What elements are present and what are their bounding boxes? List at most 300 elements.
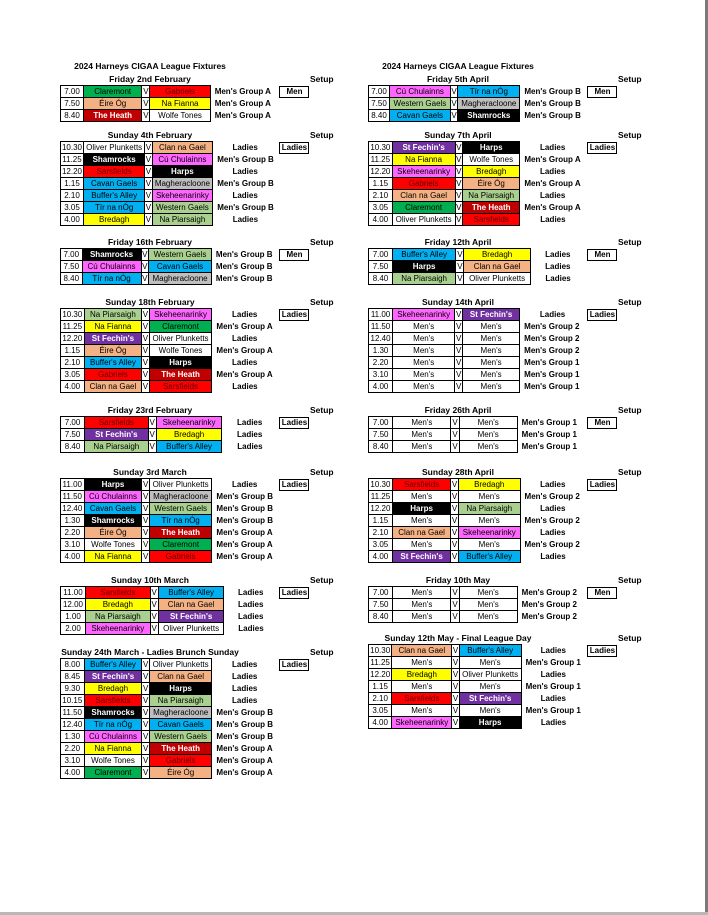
fixture-group: Men's Group 1 xyxy=(525,658,581,667)
fixture-group: Men's Group B xyxy=(215,262,273,271)
fixture-time: 10.30 xyxy=(370,646,391,655)
setup-cell xyxy=(277,381,309,393)
fixture-group: Men's Group 2 xyxy=(521,612,577,621)
home-team: Men's xyxy=(393,587,451,599)
fixture-row xyxy=(61,166,310,178)
fixture-group: Men's Group B xyxy=(217,203,274,212)
home-team: Cavan Gaels xyxy=(84,178,145,190)
setup-value: Ladies xyxy=(279,587,309,599)
away-team: Buffer's Alley xyxy=(458,551,520,563)
fixture-row xyxy=(61,190,310,202)
fixture-time: 2.10 xyxy=(369,693,392,705)
fixture-time: 11.00 xyxy=(61,587,86,599)
setup-cell xyxy=(585,249,617,261)
away-team: Oliver Plunketts xyxy=(459,669,521,681)
fixture-group: Men's Group A xyxy=(214,111,271,120)
away-team: Buffer's Alley xyxy=(158,587,224,599)
versus-marker: V xyxy=(452,430,458,439)
home-team: St Fechin's xyxy=(84,333,142,345)
fixture-group: Men's Group A xyxy=(214,87,271,96)
fixture-day-block xyxy=(60,646,334,779)
fixture-row xyxy=(61,767,310,779)
setup-cell xyxy=(277,86,309,98)
fixture-group: Men's Group A xyxy=(216,552,273,561)
home-team: Na Piarsaigh xyxy=(86,611,151,623)
versus-marker: V xyxy=(142,346,149,355)
away-team: Men's xyxy=(458,515,520,527)
away-team: Buffer's Alley xyxy=(459,645,521,657)
versus-marker: V xyxy=(142,262,148,271)
away-team: Western Gaels xyxy=(149,503,212,515)
fixture-time: 3.05 xyxy=(369,539,393,551)
versus-marker: V xyxy=(456,382,462,391)
day-title: Friday 10th May xyxy=(425,575,491,585)
fixture-time: 8.40 xyxy=(369,110,390,122)
fixture-row xyxy=(369,142,618,154)
fixture-group: Men's Group 2 xyxy=(521,600,577,609)
away-team: Men's xyxy=(463,333,520,345)
fixture-row xyxy=(369,429,618,441)
versus-marker: V xyxy=(457,274,463,283)
setup-cell xyxy=(585,479,617,491)
away-team: Bredagh xyxy=(463,166,520,178)
fixture-table xyxy=(368,248,618,285)
fixture-time: 7.50 xyxy=(369,599,393,611)
fixture-time: 11.25 xyxy=(369,491,393,503)
fixture-time: 1.15 xyxy=(61,345,85,357)
document-title: 2024 Harneys CIGAA League Fixtures xyxy=(74,61,226,71)
setup-cell xyxy=(585,110,617,122)
home-team: The Heath xyxy=(84,110,142,122)
versus-marker: V xyxy=(151,612,157,621)
fixture-group: Ladies xyxy=(238,624,264,633)
fixture-row xyxy=(369,539,618,551)
home-team: Claremont xyxy=(84,767,142,779)
setup-cell xyxy=(277,743,309,755)
versus-marker: V xyxy=(145,179,152,188)
home-team: Men's xyxy=(392,705,452,717)
away-team: Skeheenarinky xyxy=(152,190,213,202)
home-team: Men's xyxy=(393,333,455,345)
away-team: Western Gaels xyxy=(152,202,213,214)
setup-cell xyxy=(585,503,617,515)
fixture-day-block xyxy=(368,236,642,285)
setup-cell xyxy=(585,214,617,226)
setup-cell xyxy=(277,695,309,707)
fixture-table xyxy=(60,308,310,393)
setup-cell xyxy=(585,681,617,693)
fixture-time: 7.00 xyxy=(61,249,83,261)
home-team: Harps xyxy=(392,261,455,273)
setup-cell xyxy=(277,441,309,453)
fixture-row xyxy=(369,333,618,345)
fixture-row xyxy=(61,98,310,110)
versus-marker: V xyxy=(452,588,458,597)
home-team: Na Fianna xyxy=(84,321,142,333)
fixture-group: Men's Group 2 xyxy=(524,492,580,501)
day-header xyxy=(60,73,334,85)
home-team: Éire Óg xyxy=(84,527,142,539)
setup-cell xyxy=(277,611,309,623)
setup-label: Setup xyxy=(618,575,642,585)
away-team: Clan na Gael xyxy=(464,261,530,273)
day-header xyxy=(60,646,334,658)
setup-cell xyxy=(277,683,309,695)
versus-marker: V xyxy=(145,167,152,176)
versus-marker: V xyxy=(142,528,149,537)
home-team: Men's xyxy=(392,681,452,693)
fixture-table xyxy=(60,85,310,122)
away-team: Wolfe Tones xyxy=(149,345,212,357)
away-team: Buffer's Alley xyxy=(156,441,222,453)
versus-marker: V xyxy=(451,516,458,525)
away-team: Men's xyxy=(463,357,520,369)
home-team: Bredagh xyxy=(392,669,452,681)
setup-cell xyxy=(585,98,617,110)
fixture-time: 1.00 xyxy=(61,611,86,623)
fixture-time: 1.30 xyxy=(61,515,85,527)
fixture-time: 2.10 xyxy=(61,190,84,202)
setup-value: Men xyxy=(587,86,617,98)
setup-label: Setup xyxy=(618,130,642,140)
home-team: Men's xyxy=(393,417,451,429)
fixture-row xyxy=(369,190,618,202)
versus-marker: V xyxy=(142,504,149,513)
setup-cell xyxy=(277,503,309,515)
home-team: Na Fianna xyxy=(84,743,142,755)
setup-cell xyxy=(585,86,617,98)
home-team: Sarsfields xyxy=(84,695,142,707)
away-team: Magheracloone xyxy=(152,178,213,190)
fixture-time: 11.25 xyxy=(62,155,82,164)
fixture-day-block xyxy=(368,466,642,563)
fixture-time: 8.40 xyxy=(369,273,393,285)
fixture-time: 11.50 xyxy=(369,321,393,333)
versus-marker: V xyxy=(142,768,149,777)
away-team: Bredagh xyxy=(156,429,222,441)
versus-marker: V xyxy=(142,382,149,391)
setup-cell xyxy=(585,309,617,321)
versus-marker: V xyxy=(142,492,149,501)
right-fixture-column xyxy=(368,60,642,729)
day-title: Friday 23rd February xyxy=(107,405,193,415)
setup-value: Ladies xyxy=(587,309,617,321)
fixture-time: 11.25 xyxy=(61,321,85,333)
versus-marker: V xyxy=(143,111,149,120)
day-header xyxy=(60,236,334,248)
versus-marker: V xyxy=(145,155,152,164)
away-team: Na Piarsaigh xyxy=(149,695,212,707)
setup-cell xyxy=(585,657,617,669)
home-team: Shamrocks xyxy=(84,707,142,719)
day-header xyxy=(368,632,642,644)
fixture-row xyxy=(61,695,310,707)
versus-marker: V xyxy=(451,540,458,549)
fixture-time: 3.05 xyxy=(369,705,392,717)
setup-cell xyxy=(585,321,617,333)
setup-value: Men xyxy=(279,86,309,98)
day-header xyxy=(60,404,334,416)
fixture-time: 7.00 xyxy=(369,249,393,261)
versus-marker: V xyxy=(452,706,459,715)
fixture-group: Ladies xyxy=(232,167,258,176)
fixture-row xyxy=(369,166,618,178)
setup-cell xyxy=(585,178,617,190)
versus-marker: V xyxy=(457,262,463,271)
setup-cell xyxy=(585,539,617,551)
home-team: Men's xyxy=(392,491,450,503)
home-team: Clan na Gael xyxy=(392,645,452,657)
fixture-group: Ladies xyxy=(237,442,263,451)
day-header xyxy=(368,73,642,85)
away-team: Bredagh xyxy=(464,249,530,261)
day-header xyxy=(368,236,642,248)
versus-marker: V xyxy=(149,442,155,451)
home-team: Shamrocks xyxy=(84,154,145,166)
fixture-group: Men's Group 2 xyxy=(521,588,577,597)
fixture-row xyxy=(369,587,618,599)
home-team: St Fechin's xyxy=(84,671,142,683)
away-team: Claremont xyxy=(149,539,212,551)
home-team: Oliver Plunketts xyxy=(84,142,145,154)
fixture-time: 12.20 xyxy=(62,334,83,343)
day-header xyxy=(368,129,642,141)
versus-marker: V xyxy=(145,191,152,200)
fixture-group: Ladies xyxy=(238,612,264,621)
fixture-table xyxy=(368,85,618,122)
fixture-time: 3.10 xyxy=(61,539,85,551)
versus-marker: V xyxy=(452,600,458,609)
fixture-row xyxy=(369,178,618,190)
versus-marker: V xyxy=(142,358,149,367)
home-team: Men's xyxy=(393,381,455,393)
fixture-time: 8.40 xyxy=(369,441,393,453)
fixture-group: Men's Group 1 xyxy=(524,382,580,391)
fixture-group: Men's Group B xyxy=(217,155,274,164)
away-team: Clan na Gael xyxy=(149,671,212,683)
versus-marker: V xyxy=(143,87,149,96)
fixture-group: Ladies xyxy=(540,528,566,537)
away-team: Éire Óg xyxy=(149,767,212,779)
fixture-group: Men's Group 1 xyxy=(521,430,577,439)
home-team: Clan na Gael xyxy=(84,381,142,393)
versus-marker: V xyxy=(149,418,155,427)
away-team: Western Gaels xyxy=(149,731,212,743)
away-team: Men's xyxy=(463,345,520,357)
fixture-row xyxy=(61,623,310,635)
fixture-row xyxy=(61,515,310,527)
fixture-table xyxy=(60,658,310,779)
home-team: Shamrocks xyxy=(82,249,141,261)
setup-label: Setup xyxy=(310,130,334,140)
fixture-group: Ladies xyxy=(539,143,566,152)
away-team: Na Piarsaigh xyxy=(463,190,520,202)
away-team: Sarsfields xyxy=(149,381,212,393)
home-team: Skeheenarinky xyxy=(86,623,151,635)
fixture-row xyxy=(61,333,310,345)
home-team: Oliver Plunketts xyxy=(392,214,455,226)
versus-marker: V xyxy=(142,516,149,525)
versus-marker: V xyxy=(452,670,459,679)
fixture-time: 11.50 xyxy=(61,491,85,503)
setup-cell xyxy=(585,669,617,681)
setup-cell xyxy=(277,767,309,779)
fixture-row xyxy=(61,357,310,369)
versus-marker: V xyxy=(142,480,149,489)
home-team: Skeheenarinky xyxy=(392,717,452,729)
fixture-time: 10.15 xyxy=(62,696,83,705)
fixture-group: Men's Group A xyxy=(524,179,581,188)
fixture-group: Ladies xyxy=(540,694,566,703)
away-team: Bredagh xyxy=(458,479,520,491)
fixture-table xyxy=(368,308,618,393)
fixture-row xyxy=(369,611,618,623)
fixture-group: Men's Group A xyxy=(524,155,581,164)
away-team: Skeheenarinky xyxy=(156,417,222,429)
fixture-row xyxy=(369,381,618,393)
home-team: Bredagh xyxy=(84,214,145,226)
away-team: The Heath xyxy=(149,369,212,381)
setup-value: Ladies xyxy=(587,645,617,657)
fixture-time: 4.00 xyxy=(369,381,393,393)
versus-marker: V xyxy=(142,250,148,259)
fixture-row xyxy=(61,249,310,261)
fixture-day-block xyxy=(368,73,642,122)
versus-marker: V xyxy=(452,646,459,655)
fixture-time: 8.40 xyxy=(61,273,83,285)
fixture-group: Ladies xyxy=(232,672,258,681)
fixture-time: 1.15 xyxy=(369,515,393,527)
away-team: Men's xyxy=(459,705,521,717)
fixture-group: Men's Group A xyxy=(216,768,273,777)
home-team: St Fechin's xyxy=(392,142,455,154)
fixture-row xyxy=(61,273,310,285)
fixture-time: 1.30 xyxy=(61,731,85,743)
fixture-group: Ladies xyxy=(232,310,258,319)
setup-value: Ladies xyxy=(587,142,617,154)
versus-marker: V xyxy=(142,708,149,717)
fixture-row xyxy=(61,611,310,623)
fixture-time: 10.30 xyxy=(370,143,391,152)
fixture-row xyxy=(369,527,618,539)
fixture-time: 4.00 xyxy=(61,551,85,563)
versus-marker: V xyxy=(145,203,152,212)
fixture-time: 1.15 xyxy=(61,178,84,190)
setup-cell xyxy=(277,491,309,503)
fixture-group: Men's Group B xyxy=(216,708,273,717)
fixture-time: 1.30 xyxy=(369,345,393,357)
setup-cell xyxy=(277,357,309,369)
fixture-time: 2.10 xyxy=(369,190,393,202)
versus-marker: V xyxy=(456,215,462,224)
setup-cell xyxy=(585,190,617,202)
versus-marker: V xyxy=(142,684,149,693)
fixture-group: Men's Group 1 xyxy=(521,442,577,451)
home-team: Men's xyxy=(392,539,450,551)
setup-value: Ladies xyxy=(279,417,309,429)
fixture-group: Men's Group A xyxy=(216,756,273,765)
fixture-row xyxy=(61,599,310,611)
fixture-group: Ladies xyxy=(232,358,258,367)
fixture-time: 10.30 xyxy=(62,310,83,319)
home-team: Western Gaels xyxy=(390,98,451,110)
fixture-row xyxy=(369,273,618,285)
home-team: Buffer's Alley xyxy=(84,659,142,671)
away-team: Cavan Gaels xyxy=(149,719,212,731)
versus-marker: V xyxy=(151,588,157,597)
setup-cell xyxy=(277,623,309,635)
away-team: St Fechin's xyxy=(158,611,224,623)
setup-label: Setup xyxy=(618,405,642,415)
fixture-row xyxy=(369,479,618,491)
day-title: Sunday 14th April xyxy=(422,297,494,307)
home-team: Claremont xyxy=(84,86,142,98)
versus-marker: V xyxy=(451,480,458,489)
fixture-day-block xyxy=(60,129,334,226)
fixture-time: 2.20 xyxy=(61,527,85,539)
fixture-time: 12.00 xyxy=(61,599,86,611)
fixture-row xyxy=(61,86,310,98)
fixture-row xyxy=(61,202,310,214)
setup-cell xyxy=(277,98,309,110)
fixture-time: 2.20 xyxy=(61,743,85,755)
away-team: Men's xyxy=(459,417,517,429)
setup-cell xyxy=(585,154,617,166)
away-team: Men's xyxy=(458,491,520,503)
setup-cell xyxy=(585,357,617,369)
home-team: Wolfe Tones xyxy=(84,755,142,767)
fixture-group: Men's Group 2 xyxy=(524,516,580,525)
fixture-group: Ladies xyxy=(540,552,566,561)
fixture-group: Men's Group B xyxy=(524,87,581,96)
fixture-group: Men's Group B xyxy=(215,274,273,283)
setup-cell xyxy=(585,717,617,729)
home-team: Men's xyxy=(393,369,455,381)
setup-cell xyxy=(277,369,309,381)
away-team: Wolfe Tones xyxy=(150,110,210,122)
fixture-day-block xyxy=(368,129,642,226)
fixture-row xyxy=(61,539,310,551)
away-team: Magheracloone xyxy=(149,273,212,285)
day-title: Sunday 3rd March xyxy=(113,467,187,477)
setup-cell xyxy=(277,755,309,767)
away-team: Tír na nÓg xyxy=(458,86,520,98)
fixture-row xyxy=(61,551,310,563)
fixture-row xyxy=(61,719,310,731)
versus-marker: V xyxy=(456,358,462,367)
day-header xyxy=(368,574,642,586)
setup-cell xyxy=(585,441,617,453)
day-header xyxy=(60,296,334,308)
versus-marker: V xyxy=(151,600,157,609)
home-team: Men's xyxy=(393,599,451,611)
versus-marker: V xyxy=(142,696,149,705)
versus-marker: V xyxy=(142,744,149,753)
versus-marker: V xyxy=(142,552,149,561)
day-title: Sunday 10th March xyxy=(111,575,189,585)
setup-cell xyxy=(585,693,617,705)
fixture-row xyxy=(369,98,618,110)
away-team: Na Piarsaigh xyxy=(458,503,520,515)
fixture-row xyxy=(61,178,310,190)
fixture-row xyxy=(369,249,618,261)
setup-cell xyxy=(277,599,309,611)
fixture-row xyxy=(369,645,618,657)
fixture-group: Ladies xyxy=(232,660,258,669)
fixture-group: Ladies xyxy=(232,143,258,152)
away-team: The Heath xyxy=(149,527,212,539)
fixture-group: Men's Group B xyxy=(216,504,273,513)
